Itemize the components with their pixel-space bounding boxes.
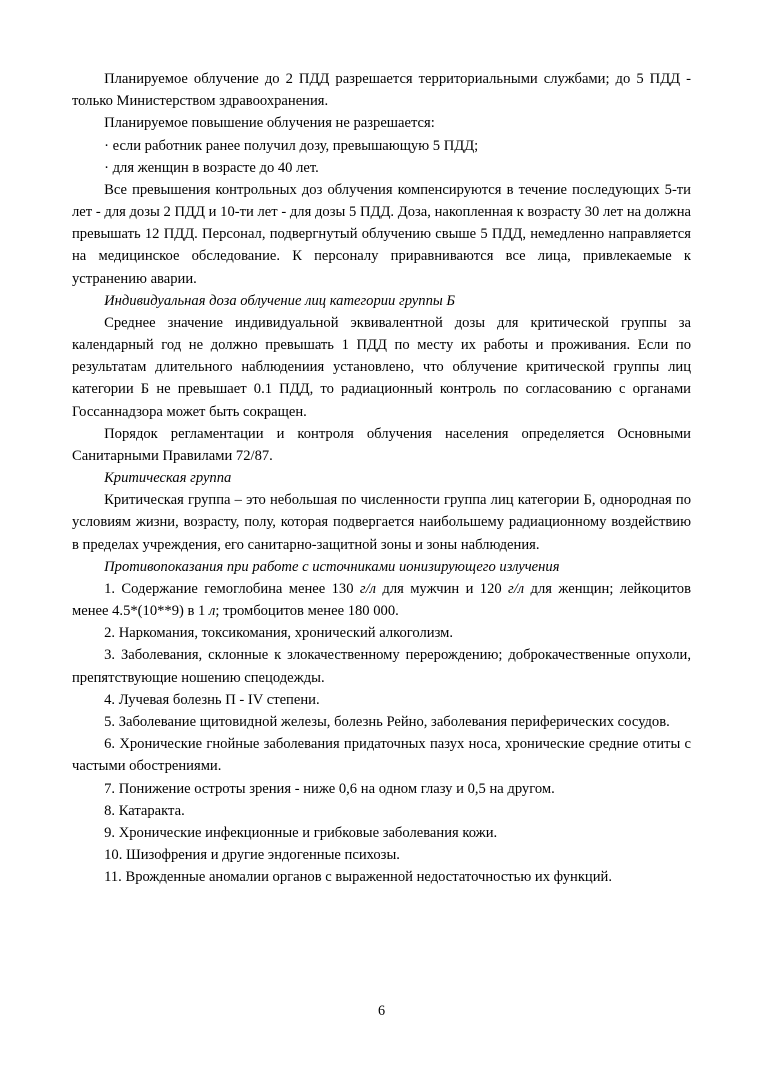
paragraph-regulation-order: Порядок регламентации и контроля облучения населения определяется Основными Санитарными Правилами 72/87. — [72, 425, 691, 464]
list-item-3-tumors: 3. Заболевания, склонные к злокачественному перерождению; доброкачественные опухоли, препятствующие ношению спецодежды. — [72, 647, 691, 686]
heading-critical-group: Критическая группа — [104, 470, 232, 487]
list-item-7-vision: 7. Понижение остроты зрения - ниже 0,6 на одном глазу и 0,5 на другом. — [104, 780, 555, 797]
heading-contraindications: Противопоказания при работе с источниками ионизирующего излучения — [104, 558, 560, 575]
list-item-6-sinusitis: 6. Хронические гнойные заболевания придаточных пазух носа, хронические средние отиты с частыми обострениями. — [72, 736, 691, 775]
list-item-10-schizophrenia: 10. Шизофрения и другие эндогенные психозы. — [104, 847, 400, 864]
list-item-2-addiction: 2. Наркомания, токсикомания, хронический алкоголизм. — [104, 625, 454, 642]
list-item-11-congenital-anomalies: 11. Врожденные аномалии органов с выраженной недостаточностью их функций. — [104, 869, 613, 886]
list-item-1-hemoglobin: 1. Содержание гемоглобина менее 130 г/л для мужчин и 120 г/л для женщин; лейкоцитов менее 4.5*(10**9) в 1 л; тромбоцитов менее 180 000. — [72, 580, 691, 620]
list-item-9-skin-diseases: 9. Хронические инфекционные и грибковые заболевания кожи. — [104, 824, 498, 841]
list-item-8-cataract: 8. Катаракта. — [104, 802, 185, 819]
list-item-5-thyroid: 5. Заболевание щитовидной железы, болезнь Рейно, заболевания периферических сосудов. — [104, 713, 670, 730]
list-item-4-radiation-sickness: 4. Лучевая болезнь П - IV степени. — [104, 691, 320, 708]
paragraph-critical-group-average: Среднее значение индивидуальной эквивалентной дозы для критической группы за календарный год не должно превышать 1 ПДД по месту их работы и проживания. Если по результатам длительного наблюдениия установлено, что облучение критической группы лиц категории Б не превышает 0.1 ПДД, то радиационный контроль по согласованию с органами Госсаннадзора может быть сокращен. — [72, 314, 691, 420]
heading-individual-dose-group-b: Индивидуальная доза облучение лиц категории группы Б — [104, 292, 456, 309]
paragraph-planned-exposure: Планируемое облучение до 2 ПДД разрешается территориальными службами; до 5 ПДД - только Министерством здравоохранения. — [72, 71, 691, 110]
page-number: 6 — [377, 1003, 386, 1019]
paragraph-exceedance-compensation: Все превышения контрольных доз облучения компенсируются в течение последующих 5-ти лет - для дозы 2 ПДД и 10-ти лет - для дозы 5 ПДД. Доза, накопленная к возрасту 30 лет на должна превышать 12 ПДД. Персонал, подвергнутый облучению свыше 5 ПДД, немедленно направляется на медицинское обследование. К персоналу приравниваются все лица, привлекаемые к устранению аварии. — [72, 181, 691, 287]
list-item-bullet-women-age: · для женщин в возрасте до 40 лет. — [104, 159, 319, 176]
paragraph-critical-group-definition: Критическая группа – это небольшая по численности группа лиц категории Б, однородная по условиям жизни, возрасту, полу, которая подвергается наибольшему радиационному воздействию в пределах учреждения, его санитарно-защитной зоны и зоны наблюдения. — [72, 492, 691, 553]
document-body — [72, 68, 691, 888]
paragraph-planned-increase: Планируемое повышение облучения не разрешается: — [104, 115, 435, 132]
list-item-bullet-worker-dose: · если работник ранее получил дозу, превышающую 5 ПДД; — [104, 137, 479, 154]
